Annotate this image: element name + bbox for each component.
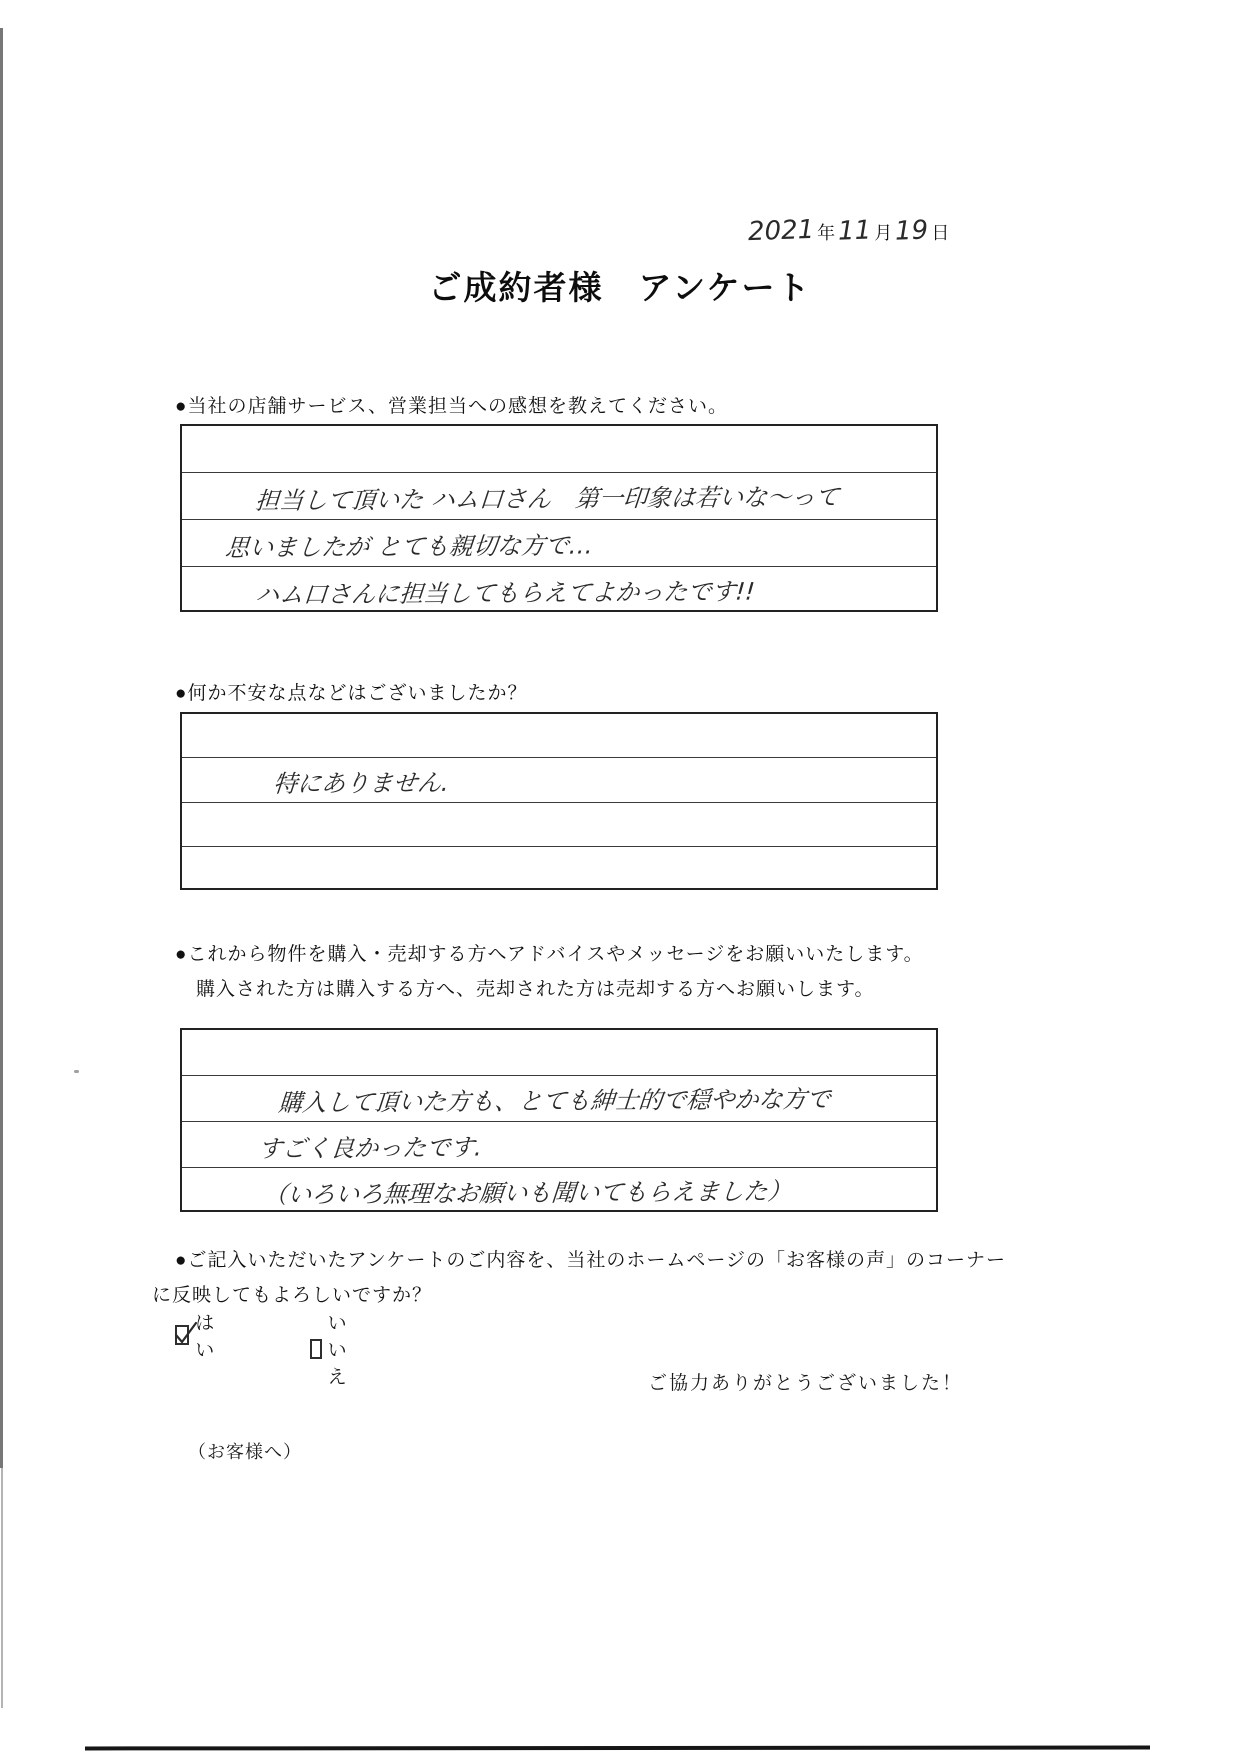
date-day-label: 日 — [931, 223, 950, 243]
q2-handwriting-answer: 特にありません. — [272, 768, 451, 798]
answer-row — [182, 473, 936, 520]
footer-note: （お客様へ） — [188, 1442, 302, 1462]
answer-row — [182, 803, 936, 847]
q1-handwriting-line1: 担当して頂いた ハム口さん 第一印象は若いな〜って — [254, 482, 841, 515]
date-month-value: 11 — [837, 215, 872, 247]
date-day-value: 19 — [894, 215, 929, 247]
answer-row — [182, 520, 936, 567]
check-icon — [173, 1319, 199, 1345]
answer-row — [182, 567, 936, 613]
date-year-value: 2021 — [747, 214, 815, 248]
checkbox-option-no[interactable] — [310, 1308, 356, 1389]
scan-bottom-artifact — [85, 1746, 1150, 1751]
scan-edge-artifact-lower — [1, 1468, 3, 1708]
question-3-prompt-line1: ●これから物件を購入・売却する方へアドバイスやメッセージをお願いいたします。 — [175, 944, 924, 965]
question-4-prompt-line2: に反映してもよろしいですか？ — [152, 1285, 433, 1306]
question-3-answer-box — [180, 1028, 938, 1212]
checkbox-no[interactable] — [310, 1339, 322, 1359]
answer-row — [182, 847, 936, 891]
answer-row — [182, 1030, 936, 1076]
answer-row — [182, 714, 936, 758]
q3-handwriting-line3: （いろいろ無理なお願いも聞いてもらえました） — [262, 1177, 793, 1209]
scan-speck — [74, 1070, 79, 1073]
checkbox-yes[interactable] — [175, 1325, 189, 1345]
closing-message: ご協力ありがとうございました！ — [648, 1373, 964, 1394]
answer-row — [182, 1122, 936, 1168]
checkbox-no-label: いいえ — [327, 1313, 348, 1388]
checkbox-yes-check — [176, 1323, 196, 1342]
answer-row — [182, 758, 936, 803]
checkbox-option-yes[interactable] — [175, 1308, 221, 1362]
question-1-prompt: ●当社の店舗サービス、営業担当への感想を教えてください。 — [175, 396, 729, 417]
checkbox-yes-label: はい — [195, 1313, 216, 1361]
page-title: ご成約者様 アンケート — [428, 269, 812, 306]
q3-handwriting-line1: 購入して頂いた方も、とても紳士的で穏やかな方で — [277, 1085, 832, 1117]
answer-row — [182, 426, 936, 473]
question-2-prompt: ●何か不安な点などはございましたか？ — [175, 683, 528, 704]
q1-handwriting-line3: ハム口さんに担当してもらえてよかったです!! — [254, 577, 756, 609]
question-3-prompt-line2: 購入された方は購入する方へ、売却された方は売却する方へお願いします。 — [196, 979, 875, 1000]
question-1-answer-box — [180, 424, 938, 612]
q1-handwriting-line2: 思いましたが とても親切な方で… — [224, 531, 595, 562]
question-2-answer-box — [180, 712, 938, 890]
date-year-label: 年 — [817, 223, 836, 243]
question-4-prompt-line1: ●ご記入いただいたアンケートのご内容を、当社のホームページの「お客様の声」のコーナー — [175, 1250, 1006, 1271]
date-line — [745, 216, 949, 246]
date-month-label: 月 — [874, 223, 893, 243]
answer-row — [182, 1076, 936, 1122]
answer-row — [182, 1168, 936, 1213]
q3-handwriting-line2: すごく良かったです. — [257, 1133, 484, 1163]
scan-edge-artifact — [0, 28, 3, 1468]
